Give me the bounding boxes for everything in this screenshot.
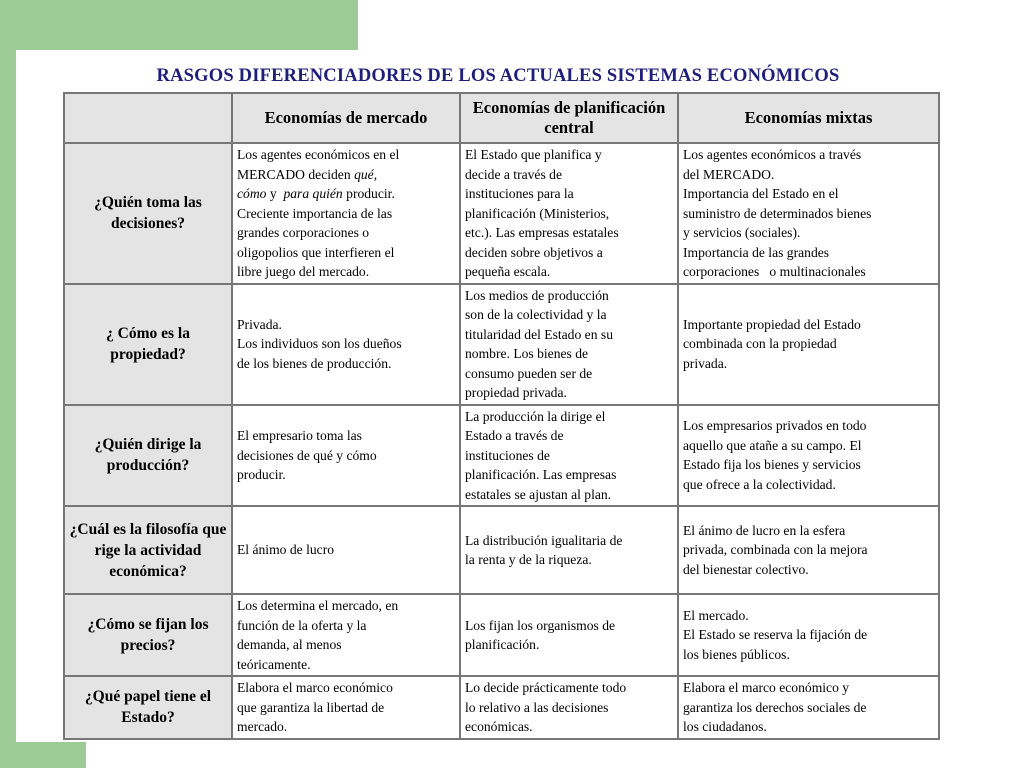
cell-line: Privada.	[237, 316, 282, 332]
cell-line: Los individuos son los dueños	[237, 336, 402, 352]
cell-line: estatales se ajustan al plan.	[465, 486, 612, 502]
header-market: Economías de mercado	[232, 93, 460, 143]
cell-mixed-state	[678, 676, 939, 739]
cell-market-decisions	[232, 143, 460, 284]
row-header-property: ¿ Cómo es la propiedad?	[64, 284, 232, 405]
green-band-left	[0, 50, 16, 768]
cell-line: etc.). Las empresas estatales	[465, 225, 619, 240]
cell-line: aquello que atañe a su campo. El	[683, 437, 862, 453]
cell-line: los ciudadanos.	[683, 719, 767, 734]
cell-line: teóricamente.	[237, 656, 311, 672]
cell-line: mercado.	[237, 719, 288, 734]
cell-line: producir.	[237, 467, 286, 482]
cell-line: suministro de determinados bienes	[683, 205, 872, 221]
cell-line: titularidad del Estado en su	[465, 326, 613, 342]
table-row	[64, 506, 939, 594]
cell-line: Los empresarios privados en todo	[683, 418, 867, 434]
row-header-philosophy: ¿Cuál es la filosofía que rige la actividad económica?	[64, 506, 232, 594]
cell-market-production	[232, 405, 460, 507]
slide-title: RASGOS DIFERENCIADORES DE LOS ACTUALES SISTEMAS ECONÓMICOS	[156, 66, 840, 86]
cell-line: Elabora el marco económico y	[683, 680, 850, 695]
cell-line: La distribución igualitaria de	[465, 532, 623, 548]
cell-planned-property	[460, 284, 678, 405]
cell-line: deciden sobre objetivos a	[465, 244, 603, 260]
cell-line: planificación. Las empresas	[465, 467, 617, 482]
table-row	[64, 676, 939, 739]
cell-planned-production	[460, 405, 678, 507]
cell-line: nombre. Los bienes de	[465, 346, 589, 361]
green-band-bottom	[16, 742, 86, 768]
cell-line: Los determina el mercado, en	[237, 598, 399, 613]
cell-line: Importancia del Estado en el	[683, 186, 839, 201]
cell-line: instituciones para la	[465, 186, 574, 201]
header-empty	[64, 93, 232, 143]
row-header-state: ¿Qué papel tiene el Estado?	[64, 676, 232, 739]
table-row	[64, 284, 939, 405]
cell-line: y servicios (sociales).	[683, 225, 801, 240]
header-planned: Economías de planificación central	[460, 93, 678, 143]
cell-mixed-decisions	[678, 143, 939, 284]
cell-line: combinada con la propiedad	[683, 336, 837, 352]
cell-planned-philosophy	[460, 506, 678, 594]
cell-line: del bienestar colectivo.	[683, 561, 809, 577]
cell-line: la renta y de la riqueza.	[465, 552, 592, 567]
cell-line: cómo y para quién producir.	[237, 186, 395, 201]
table-row	[64, 143, 939, 284]
cell-line: económicas.	[465, 719, 533, 734]
table-row	[64, 405, 939, 507]
cell-mixed-philosophy	[678, 506, 939, 594]
cell-line: Los agentes económicos a través	[683, 147, 862, 162]
cell-line: planificación.	[465, 637, 540, 652]
cell-line: Estado fija los bienes y servicios	[683, 457, 861, 473]
cell-market-philosophy	[232, 506, 460, 594]
cell-line: los bienes públicos.	[683, 646, 790, 662]
cell-line: decide a través de	[465, 166, 562, 182]
cell-line: Importante propiedad del Estado	[683, 316, 861, 332]
cell-line: pequeña escala.	[465, 264, 551, 279]
cell-line: oligopolios que interfieren el	[237, 244, 395, 260]
cell-mixed-property	[678, 284, 939, 405]
cell-line: propiedad privada.	[465, 385, 567, 400]
cell-line: libre juego del mercado.	[237, 264, 370, 279]
cell-line: El empresario toma las	[237, 428, 362, 443]
cell-planned-prices	[460, 594, 678, 676]
cell-line: Los fijan los organismos de	[465, 617, 616, 633]
cell-market-state	[232, 676, 460, 739]
cell-line: privada.	[683, 355, 728, 371]
cell-line: grandes corporaciones o	[237, 225, 370, 240]
comparison-table	[63, 92, 940, 740]
cell-line: planificación (Ministerios,	[465, 205, 610, 221]
cell-line: El mercado.	[683, 607, 749, 623]
cell-mixed-production	[678, 405, 939, 507]
cell-line: MERCADO deciden qué,	[237, 166, 378, 182]
cell-line: La producción la dirige el	[465, 408, 606, 424]
cell-line: El ánimo de lucro en la esfera	[683, 522, 846, 538]
cell-line: El Estado que planifica y	[465, 147, 602, 162]
cell-line: decisiones de qué y cómo	[237, 447, 377, 463]
cell-market-prices	[232, 594, 460, 676]
cell-line: El Estado se reserva la fijación de	[683, 627, 868, 643]
cell-line: Elabora el marco económico	[237, 680, 393, 695]
cell-line: de los bienes de producción.	[237, 355, 392, 371]
cell-line: garantiza los derechos sociales de	[683, 699, 867, 715]
cell-planned-state	[460, 676, 678, 739]
cell-line: función de la oferta y la	[237, 617, 367, 633]
cell-line: Los agentes económicos en el	[237, 147, 400, 162]
table-row	[64, 594, 939, 676]
cell-line: Creciente importancia de las	[237, 205, 393, 221]
header-row	[64, 93, 939, 143]
cell-line: Estado a través de	[465, 428, 564, 443]
cell-line: privada, combinada con la mejora	[683, 542, 868, 558]
cell-mixed-prices	[678, 594, 939, 676]
cell-line: instituciones de	[465, 447, 550, 463]
green-band-top	[0, 0, 358, 50]
cell-line: del MERCADO.	[683, 166, 775, 182]
row-header-production: ¿Quién dirige la producción?	[64, 405, 232, 507]
cell-line: Importancia de las grandes	[683, 244, 830, 260]
cell-market-property	[232, 284, 460, 405]
row-header-decisions: ¿Quién toma las decisiones?	[64, 143, 232, 284]
header-mixed: Economías mixtas	[678, 93, 939, 143]
cell-line: demanda, al menos	[237, 637, 342, 652]
cell-line: consumo pueden ser de	[465, 365, 593, 381]
cell-line: Lo decide prácticamente todo	[465, 680, 627, 695]
cell-planned-decisions	[460, 143, 678, 284]
cell-line: El ánimo de lucro	[237, 542, 335, 558]
cell-line: Los medios de producción	[465, 287, 609, 303]
cell-line: son de la colectividad y la	[465, 307, 607, 322]
cell-line: que ofrece a la colectividad.	[683, 476, 836, 492]
cell-line: corporaciones o multinacionales	[683, 264, 866, 279]
row-header-prices: ¿Cómo se fijan los precios?	[64, 594, 232, 676]
cell-line: lo relativo a las decisiones	[465, 699, 609, 715]
cell-line: que garantiza la libertad de	[237, 699, 385, 715]
